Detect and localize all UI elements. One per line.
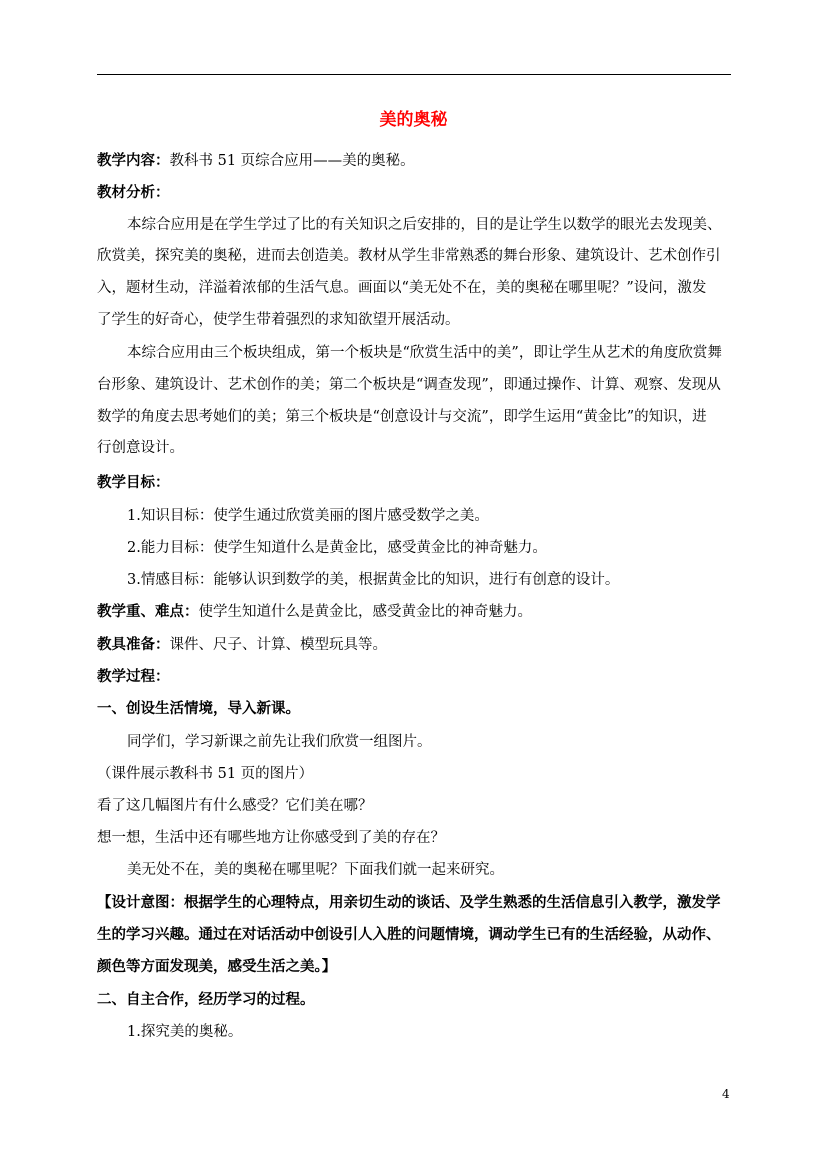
key-points-line: [97, 602, 737, 622]
tools-line: [97, 635, 737, 655]
tools-label: 教具准备：: [97, 636, 170, 653]
goals-heading: 教学目标：: [97, 474, 170, 491]
process-heading: 教学过程：: [97, 668, 170, 685]
section1-line: 美无处不在，美的奥秘在哪里呢？下面我们就一起来研究。: [127, 862, 504, 878]
analysis-p1-line: 本综合应用是在学生学过了比的有关知识之后安排的，目的是让学生以数学的眼光去发现美、: [127, 217, 722, 233]
section1-line: 看了这几幅图片有什么感受？它们美在哪？: [97, 798, 373, 814]
content-label: 教学内容：: [97, 152, 170, 169]
section2-heading: 二、自主合作，经历学习的过程。: [97, 991, 315, 1008]
analysis-p1-line: 了学生的好奇心，使学生带着强烈的求知欲望开展活动。: [97, 312, 460, 328]
key-points-label: 教学重、难点：: [97, 603, 199, 620]
analysis-p2-line: 行创意设计。: [97, 440, 184, 456]
analysis-heading: 教材分析：: [97, 184, 170, 201]
content-line: [97, 151, 737, 171]
design-intent-line: 颜色等方面发现美，感受生活之美。】: [97, 958, 337, 975]
analysis-p1-line: 欣赏美，探究美的奥秘，进而去创造美。教材从学生非常熟悉的舞台形象、建筑设计、艺术创作引: [97, 248, 721, 264]
page-number: 4: [722, 1087, 730, 1101]
analysis-p2-line: 本综合应用由三个板块组成，第一个板块是“欣赏生活中的美”，即让学生从艺术的角度欣赏舞: [127, 345, 722, 361]
goal-item: 3.情感目标：能够认识到数学的美，根据黄金比的知识，进行有创意的设计。: [127, 572, 620, 588]
section1-heading: 一、创设生活情境，导入新课。: [97, 700, 300, 717]
goal-item: 2.能力目标：使学生知道什么是黄金比，感受黄金比的神奇魅力。: [127, 540, 547, 556]
analysis-p2-line: 台形象、建筑设计、艺术创作的美；第二个板块是“调查发现”，即通过操作、计算、观察、发现从: [97, 377, 721, 393]
analysis-p2-line: 数学的角度去思考她们的美；第三个板块是“创意设计与交流”，即学生运用“黄金比”的知识，进: [97, 409, 707, 425]
analysis-p1-line: 入，题材生动，洋溢着浓郁的生活气息。画面以“美无处不在，美的奥秘在哪里呢？”设问，激发: [97, 280, 707, 296]
content-text: 教科书 51 页综合应用——美的奥秘。: [169, 153, 415, 169]
key-points-text: 使学生知道什么是黄金比，感受黄金比的神奇魅力。: [198, 604, 532, 620]
design-intent-line: 【设计意图：根据学生的心理特点，用亲切生动的谈话、及学生熟悉的生活信息引入教学，激发学: [97, 894, 721, 911]
section1-line: 同学们，学习新课之前先让我们欣赏一组图片。: [127, 734, 432, 750]
section1-line: 想一想，生活中还有哪些地方让你感受到了美的存在？: [97, 830, 445, 846]
header-rule: [97, 74, 731, 75]
section1-line: （课件展示教科书 51 页的图片）: [97, 766, 314, 782]
design-intent-line: 生的学习兴趣。通过在对话活动中创设引人入胜的问题情境，调动学生已有的生活经验，从动作、: [97, 926, 721, 943]
tools-text: 课件、尺子、计算、模型玩具等。: [169, 637, 387, 653]
document-title: 美的奥秘: [379, 110, 448, 130]
section2-item: 1.探究美的奥秘。: [127, 1024, 243, 1040]
goal-item: 1.知识目标：使学生通过欣赏美丽的图片感受数学之美。: [127, 508, 489, 524]
